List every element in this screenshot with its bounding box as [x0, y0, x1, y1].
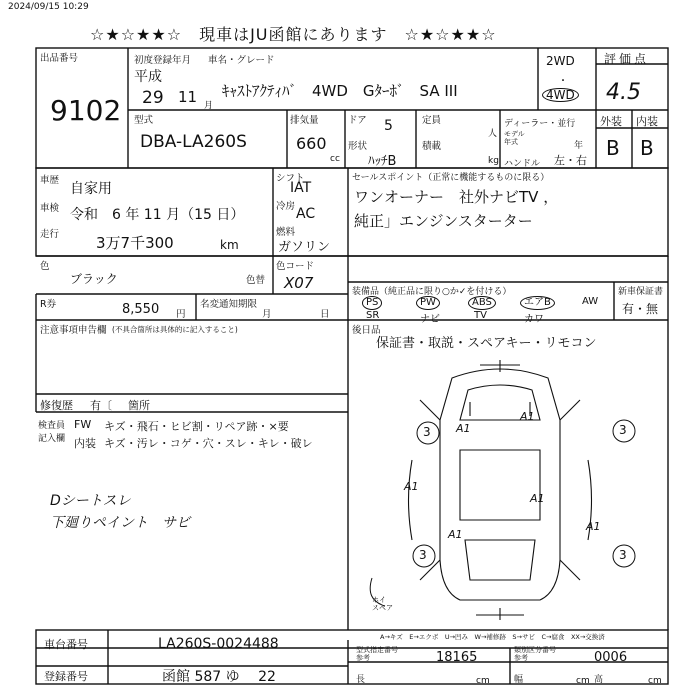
handwritten-note1: Dシートスレ	[50, 493, 131, 509]
car-name: ｷｬｽﾄｱｸﾃｨﾊﾞ 4WD Gﾀｰﾎﾞ SA III	[222, 82, 458, 100]
name-change-month-unit: 月	[262, 309, 272, 320]
year-unit: 年	[574, 141, 584, 151]
new-warranty-label: 新車保証書	[618, 287, 664, 297]
damage-mark-a1: A1	[520, 410, 535, 423]
recycle-label: R券	[40, 299, 57, 310]
type-designation-label: 型式指定番号 参考	[356, 646, 398, 662]
sales-point-line2: 純正」エンジンスターター	[354, 212, 533, 230]
inspection: 令和 6 年 11 月（15 日）	[70, 207, 245, 223]
car-diagram	[409, 360, 592, 620]
height-label: 高	[594, 675, 604, 685]
check-row1: キズ・飛石・ヒビ割・リペア跡・×要	[104, 420, 289, 433]
name-change-day-unit: 日	[320, 309, 330, 320]
timestamp: 2024/09/15 10:29	[8, 2, 89, 12]
drive-separator: ・	[558, 76, 568, 87]
lot-number: 9102	[50, 94, 122, 127]
equip-leather: カワ	[524, 314, 544, 325]
damage-legend: A→キズ E→エクボ U→凹み W→補修跡 S→サビ C→腐食 XX→交換済	[380, 633, 605, 641]
tire-mark: 3	[419, 548, 427, 562]
reg-month: 11	[178, 88, 198, 106]
reg-month-unit: 月	[204, 101, 214, 111]
km-unit: km	[220, 238, 239, 252]
color-code-label: 色コード	[276, 261, 315, 272]
color-code: X07	[284, 274, 314, 292]
cc-unit: cc	[330, 154, 340, 164]
interior-grade: B	[640, 136, 654, 160]
history: 自家用	[70, 181, 112, 197]
height-unit: cm	[648, 676, 662, 686]
dealer-label: ディーラー・並行	[504, 119, 576, 129]
model-year-label: モデル 年式	[504, 130, 525, 146]
damage-mark-a1: A1	[404, 480, 419, 493]
equipment-label: 装備品（純正品に限り○か✓を付ける）	[352, 287, 512, 297]
new-warranty-value: 有・無	[622, 302, 659, 316]
exterior-grade: B	[606, 136, 620, 160]
equip-aw: AW	[582, 296, 599, 307]
model-grade-label: 車名・グレード	[208, 55, 275, 66]
fuel-label: 燃料	[276, 227, 296, 238]
check-row2-head: 内装	[74, 437, 96, 450]
damage-mark-a1: A1	[448, 528, 463, 541]
reg-year: 29	[142, 88, 164, 108]
fuel: ガソリン	[278, 240, 331, 255]
first-reg-label: 初度登録年月	[134, 55, 192, 66]
doors: 5	[384, 118, 393, 134]
doors-label: ドア	[348, 115, 367, 126]
color-change-label: 色替	[246, 275, 266, 286]
repair-value: 有〔	[90, 399, 112, 412]
width-label: 幅	[514, 675, 524, 685]
kg-unit: kg	[488, 156, 499, 166]
capacity-label: 定員	[422, 115, 442, 126]
reg-era: 平成	[134, 69, 162, 85]
mileage: 3万7千300	[96, 234, 174, 252]
displacement-label: 排気量	[290, 115, 319, 126]
damage-mark-a1: A1	[586, 520, 601, 533]
length-unit: cm	[476, 676, 490, 686]
color: ブラック	[70, 272, 118, 286]
displacement: 660	[296, 134, 327, 153]
damage-mark-a1: A1	[456, 422, 471, 435]
equip-airbag: エアB	[520, 296, 555, 310]
color-label: 色	[40, 261, 50, 272]
category-number: 0006	[594, 650, 628, 665]
handle-value: 左・右	[554, 154, 587, 167]
inspector-label: 検査員 記入欄	[38, 421, 66, 444]
chassis-number: LA260S-0024488	[158, 636, 279, 652]
sales-point-label: セールスポイント（正常に機能するものに限る）	[352, 173, 550, 183]
tire-mark: 3	[619, 423, 627, 437]
interior-label: 内装	[636, 115, 658, 128]
after-sale-label: 後日品	[352, 325, 381, 336]
type-label: 型式	[134, 115, 154, 126]
sales-point-line1: ワンオーナー 社外ナビTV ，	[354, 188, 559, 206]
repair-suffix: 箇所	[128, 399, 150, 412]
check-row2: キズ・汚レ・コゲ・穴・スレ・キレ・破レ	[104, 437, 313, 450]
lot-label: 出品番号	[40, 53, 79, 64]
plate-label: 登録番号	[44, 670, 88, 683]
inspection-label: 車検	[40, 203, 60, 214]
banner-title: ☆★☆★★☆ 現車はJU函館にあります ☆★☆★★☆	[90, 25, 497, 44]
name-change-label: 名変通知期限	[200, 299, 258, 310]
yen-unit: 円	[176, 309, 186, 320]
shape: ﾊｯﾁB	[368, 154, 397, 169]
tire-mark: 3	[423, 425, 431, 439]
type-designation: 18165	[436, 650, 478, 665]
person-unit: 人	[488, 129, 498, 139]
equip-sr: SR	[366, 310, 380, 321]
damage-mark-a1: A1	[530, 492, 545, 505]
drive-4wd: 4WD	[542, 88, 579, 102]
repair-label: 修復歴	[40, 399, 73, 412]
ac-label: 冷房	[276, 201, 296, 212]
equip-ps: PS	[362, 296, 382, 310]
after-sale-value: 保証書・取説・スペアキー・リモコン	[376, 336, 597, 351]
equip-abs: ABS	[468, 296, 496, 310]
equip-pw: PW	[416, 296, 440, 310]
width-unit: cm	[576, 676, 590, 686]
shift-label: シフト	[276, 173, 305, 184]
length-label: 長	[356, 675, 366, 685]
history-label: 車歴	[40, 175, 60, 186]
exterior-label: 外装	[600, 115, 622, 128]
recycle-amount: 8,550	[122, 302, 160, 317]
category-label: 類別区分番号 参考	[514, 646, 556, 662]
handwritten-note2: 下廻りペイント サビ	[50, 515, 190, 531]
handle-label: ハンドル	[504, 159, 541, 169]
spare-label: ホイ スペア	[372, 596, 393, 612]
plate-number: 函館 587 ゆ 22	[162, 669, 276, 685]
ac: AC	[296, 206, 316, 222]
chassis-label: 車台番号	[44, 638, 88, 651]
model-code: DBA-LA260S	[140, 132, 247, 152]
declaration-hint: (不具合箇所は具体的に記入すること)	[112, 325, 238, 334]
mileage-label: 走行	[40, 229, 60, 240]
score: 4.5	[606, 80, 641, 105]
shift: IAT	[290, 180, 312, 196]
tire-mark: 3	[619, 548, 627, 562]
load-label: 積載	[422, 141, 442, 152]
drive-2wd: 2WD	[546, 54, 575, 68]
score-label: 評価点	[604, 52, 650, 66]
declaration-label: 注意事項申告欄	[40, 325, 107, 336]
check-row1-head: FW	[74, 418, 92, 431]
equip-tv: TV	[474, 310, 487, 321]
equip-navi: ナビ	[420, 314, 440, 325]
shape-label: 形状	[348, 141, 368, 152]
